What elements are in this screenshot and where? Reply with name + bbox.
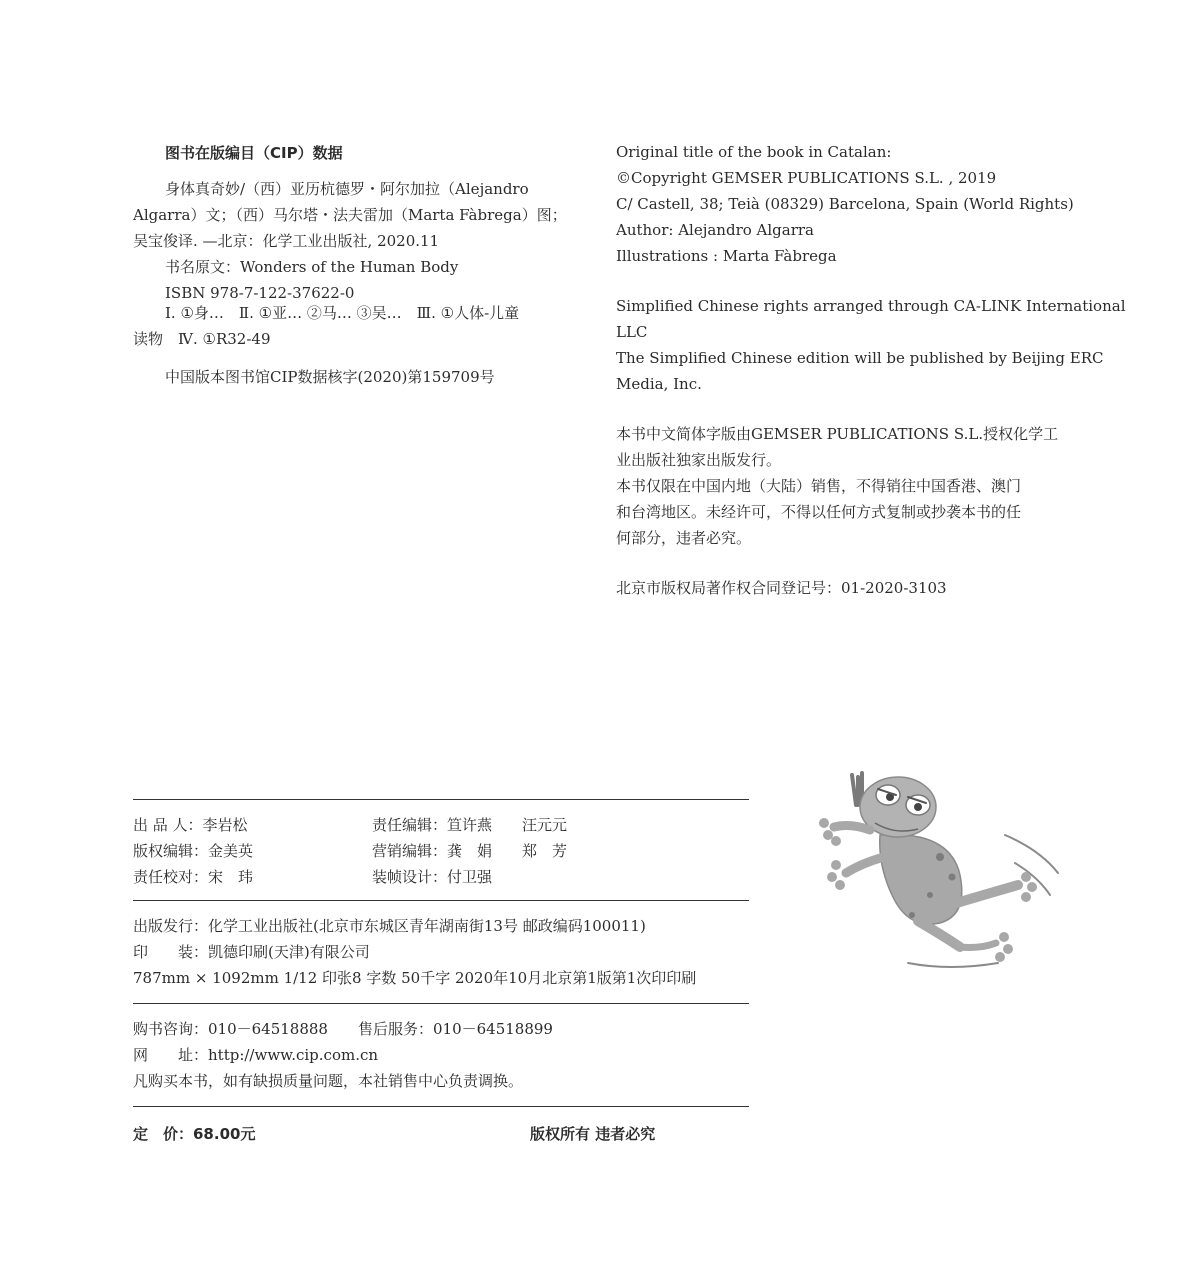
rights-chinese: [616, 421, 1066, 551]
rights-simplified: [616, 293, 1126, 397]
cip-record: [133, 176, 573, 306]
cip-line: 吴宝俊译. —北京：化学工业出版社, 2020.11: [133, 232, 440, 250]
rights-line: C/ Castell, 38; Teià (08329) Barcelona, Spain (World Rights): [616, 195, 1074, 213]
classification-line: Ⅰ. ①身… Ⅱ. ①亚… ②马… ③吴… Ⅲ. ①人体-儿童: [165, 304, 520, 322]
copyright-registration: 北京市版权局著作权合同登记号：01-2020-3103: [616, 579, 947, 597]
cip-line: Algarra）文；（西）马尔塔・法夫雷加（Marta Fàbrega）图；: [133, 206, 567, 224]
credit-line: 责任校对：宋 玮: [133, 868, 254, 886]
cip-line: 书名原文：Wonders of the Human Body: [165, 258, 459, 276]
rights-line: 何部分，违者必究。: [616, 529, 752, 547]
credit-line: 版权编辑：金美英: [133, 842, 254, 860]
cip-classification: [133, 300, 573, 352]
credits-left: [133, 812, 253, 890]
rights-line: Original title of the book in Catalan:: [616, 143, 892, 161]
rights-notice: 版权所有 违者必究: [530, 1125, 656, 1143]
cip-line: ISBN 978-7-122-37622-0: [165, 284, 355, 302]
rights-line: Media, Inc.: [616, 375, 702, 393]
contact-line: 购书咨询：010－64518888 售后服务：010－64518899: [133, 1020, 553, 1038]
price: 定 价：68.00元: [133, 1125, 256, 1143]
rights-line: ©Copyright GEMSER PUBLICATIONS S.L. , 2019: [616, 169, 997, 187]
divider: [133, 1106, 749, 1107]
frog-illustration: [800, 765, 1070, 984]
publisher-line: 出版发行：化学工业出版社(北京市东城区青年湖南街13号 邮政编码100011): [133, 917, 646, 935]
rights-line: 和台湾地区。未经许可，不得以任何方式复制或抄袭本书的任: [616, 503, 1022, 521]
divider: [133, 799, 749, 800]
cip-number: 中国版本图书馆CIP数据核字(2020)第159709号: [165, 368, 495, 386]
rights-line: 业出版社独家出版发行。: [616, 451, 782, 469]
rights-line: 本书中文简体字版由GEMSER PUBLICATIONS S.L.授权化学工: [616, 425, 1059, 443]
rights-line: Author: Alejandro Algarra: [616, 221, 814, 239]
credit-line: 营销编辑：龚 娟 郑 芳: [372, 842, 568, 860]
rights-original: [616, 139, 1074, 269]
publisher-line: 787mm × 1092mm 1/12 印张8 字数 50千字 2020年10月北京第1版第1次印印刷: [133, 969, 697, 987]
rights-line: Illustrations : Marta Fàbrega: [616, 247, 837, 265]
classification-line: 读物 Ⅳ. ①R32-49: [133, 330, 271, 348]
rights-line: LLC: [616, 323, 648, 341]
divider: [133, 900, 749, 901]
publisher-info: [133, 913, 696, 991]
credit-line: 责任编辑：笪许燕 汪元元: [372, 816, 568, 834]
contact-line: 凡购买本书，如有缺损质量问题，本社销售中心负责调换。: [133, 1072, 524, 1090]
credits-right: [372, 812, 567, 890]
divider: [133, 1003, 749, 1004]
contact-line: 网 址：http://www.cip.com.cn: [133, 1046, 379, 1064]
cip-heading: 图书在版编目（CIP）数据: [165, 144, 343, 162]
credit-line: 出 品 人：李岩松: [133, 816, 248, 834]
rights-line: Simplified Chinese rights arranged through CA-LINK International: [616, 297, 1126, 315]
rights-line: The Simplified Chinese edition will be published by Beijing ERC: [616, 349, 1104, 367]
credit-line: 装帧设计：付卫强: [372, 868, 493, 886]
contact-info: [133, 1016, 553, 1094]
cip-line: 身体真奇妙/（西）亚历杭德罗・阿尔加拉（Alejandro: [165, 180, 529, 198]
rights-line: 本书仅限在中国内地（大陆）销售，不得销往中国香港、澳门: [616, 477, 1022, 495]
publisher-line: 印 装：凯德印刷(天津)有限公司: [133, 943, 370, 961]
